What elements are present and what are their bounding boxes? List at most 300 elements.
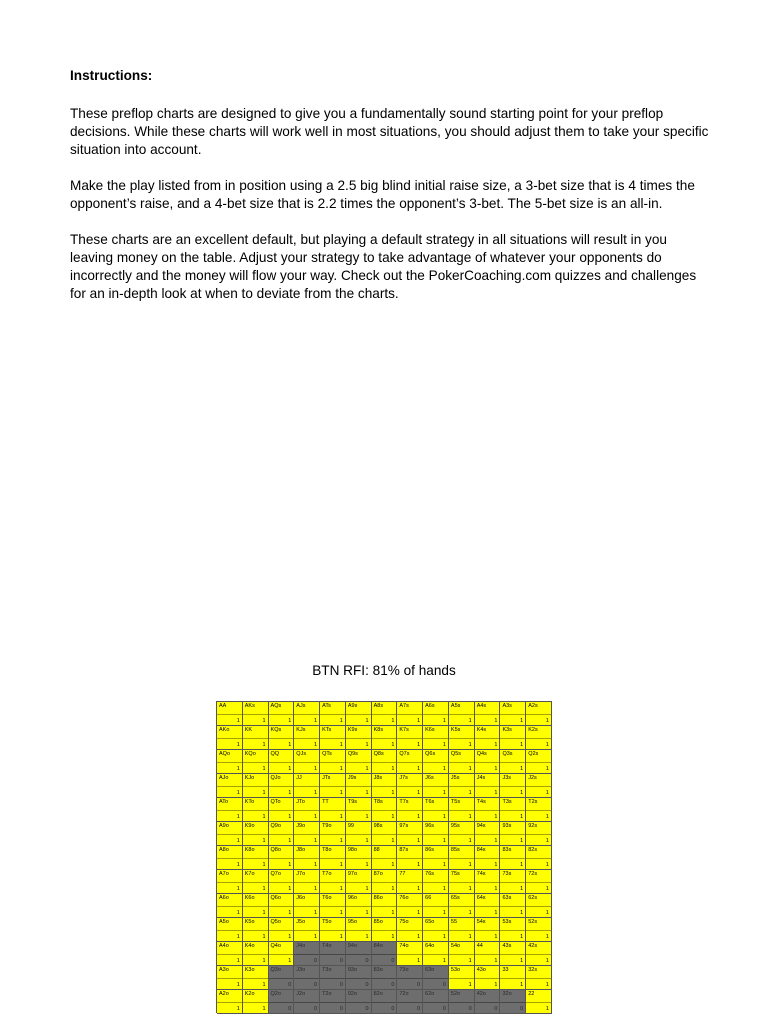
cell-divider: [372, 882, 397, 883]
hand-frequency: 1: [339, 886, 343, 892]
hand-frequency: 1: [520, 862, 524, 868]
hand-frequency: 1: [262, 790, 266, 796]
hand-cell: [294, 990, 320, 1014]
hand-frequency: 1: [339, 814, 343, 820]
cell-divider: [475, 954, 500, 955]
hand-frequency: 1: [236, 862, 240, 868]
hand-cell: [475, 846, 501, 870]
hand-label: 62s: [528, 895, 538, 901]
hand-cell: [475, 990, 501, 1014]
cell-divider: [449, 834, 474, 835]
cell-divider: [294, 978, 319, 979]
hand-cell: [475, 942, 501, 966]
cell-divider: [526, 1002, 551, 1003]
hand-cell: [475, 822, 501, 846]
hand-cell: [397, 702, 423, 726]
cell-divider: [500, 906, 525, 907]
hand-cell: [269, 750, 295, 774]
hand-label: 93o: [347, 967, 358, 973]
cell-divider: [397, 834, 422, 835]
cell-divider: [294, 954, 319, 955]
cell-divider: [269, 1002, 294, 1003]
cell-divider: [320, 930, 345, 931]
hand-label: Q6s: [425, 751, 436, 757]
cell-divider: [500, 1002, 525, 1003]
hand-label: 98o: [347, 847, 358, 853]
hand-cell: [475, 966, 501, 990]
cell-divider: [475, 978, 500, 979]
hand-cell: [397, 918, 423, 942]
cell-divider: [475, 834, 500, 835]
hand-label: 98s: [373, 823, 383, 829]
cell-divider: [397, 954, 422, 955]
hand-cell: [449, 822, 475, 846]
hand-frequency: 1: [468, 790, 472, 796]
cell-divider: [526, 978, 551, 979]
hand-label: 72s: [528, 871, 538, 877]
hand-cell: [269, 726, 295, 750]
hand-label: T8o: [322, 847, 332, 853]
cell-divider: [346, 978, 371, 979]
hand-frequency: 1: [545, 886, 549, 892]
hand-cell: [500, 990, 526, 1014]
hand-cell: [500, 774, 526, 798]
hand-frequency: 1: [288, 886, 292, 892]
cell-divider: [475, 810, 500, 811]
hand-frequency: 1: [545, 910, 549, 916]
hand-label: K8s: [373, 727, 384, 733]
hand-cell: [346, 702, 372, 726]
hand-cell: [500, 726, 526, 750]
hand-label: J4s: [476, 775, 486, 781]
hand-cell: [320, 726, 346, 750]
hand-frequency: 0: [442, 982, 446, 988]
hand-label: 83o: [373, 967, 383, 973]
hand-label: AJs: [296, 703, 306, 709]
hand-frequency: 1: [417, 934, 421, 940]
hand-label: T5s: [450, 799, 461, 805]
cell-divider: [449, 906, 474, 907]
hand-cell: [294, 918, 320, 942]
hand-label: T2s: [528, 799, 538, 805]
hand-cell: [346, 750, 372, 774]
cell-divider: [397, 978, 422, 979]
hand-cell: [475, 894, 501, 918]
hand-label: 63o: [425, 967, 435, 973]
hand-cell: [449, 726, 475, 750]
hand-label: A5s: [450, 703, 461, 709]
hand-label: 55: [450, 919, 458, 925]
hand-frequency: 1: [262, 910, 266, 916]
cell-divider: [346, 762, 371, 763]
hand-frequency: 1: [391, 790, 395, 796]
hand-label: AA: [219, 703, 227, 709]
cell-divider: [217, 930, 242, 931]
hand-label: 66: [425, 895, 432, 901]
hand-frequency: 1: [545, 1006, 549, 1012]
cell-divider: [217, 714, 242, 715]
hand-label: 73s: [502, 871, 512, 877]
hand-cell: [372, 750, 398, 774]
hand-cell: [526, 966, 552, 990]
hand-label: QQ: [270, 751, 280, 757]
hand-frequency: 1: [468, 766, 472, 772]
hand-frequency: 1: [417, 862, 421, 868]
hand-frequency: 1: [365, 718, 369, 724]
cell-divider: [243, 834, 268, 835]
hand-cell: [449, 918, 475, 942]
hand-label: J4o: [296, 943, 306, 949]
cell-divider: [423, 738, 448, 739]
hand-frequency: 1: [391, 862, 395, 868]
hand-frequency: 1: [442, 718, 446, 724]
hand-label: QJs: [296, 751, 307, 757]
cell-divider: [320, 810, 345, 811]
hand-label: 76o: [399, 895, 409, 901]
hand-label: 65o: [425, 919, 435, 925]
hand-frequency: 1: [468, 934, 472, 940]
hand-label: 43o: [476, 967, 486, 973]
hand-label: A2o: [219, 991, 229, 997]
hand-cell: [243, 870, 269, 894]
cell-divider: [526, 930, 551, 931]
hand-frequency: 1: [339, 862, 343, 868]
hand-frequency: 1: [545, 958, 549, 964]
hand-frequency: 1: [520, 910, 524, 916]
hand-label: K5o: [244, 919, 255, 925]
hand-label: 95o: [347, 919, 358, 925]
hand-cell: [500, 870, 526, 894]
hand-cell: [526, 822, 552, 846]
hand-frequency: 1: [391, 742, 395, 748]
hand-cell: [320, 774, 346, 798]
hand-cell: [449, 798, 475, 822]
hand-label: 75o: [399, 919, 409, 925]
hand-cell: [449, 870, 475, 894]
hand-label: T9s: [347, 799, 358, 805]
cell-divider: [294, 810, 319, 811]
hand-cell: [423, 846, 449, 870]
hand-frequency: 1: [314, 862, 318, 868]
hand-frequency: 1: [288, 934, 292, 940]
cell-divider: [320, 762, 345, 763]
hand-cell: [346, 726, 372, 750]
hand-label: 32o: [502, 991, 512, 997]
hand-frequency: 1: [494, 910, 498, 916]
hand-label: A5o: [219, 919, 229, 925]
cell-divider: [243, 714, 268, 715]
hand-frequency: 1: [442, 814, 446, 820]
hand-frequency: 1: [288, 766, 292, 772]
cell-divider: [526, 762, 551, 763]
hand-label: JJ: [296, 775, 302, 781]
cell-divider: [475, 714, 500, 715]
hand-label: T4s: [476, 799, 486, 805]
hand-frequency: 1: [262, 862, 266, 868]
cell-divider: [526, 786, 551, 787]
hand-frequency: 1: [545, 934, 549, 940]
instructions-paragraph-3: These charts are an excellent default, but playing a default strategy in all situations will result in you leaving money on the table. Adjust your strategy to take advantage of whatever your opponents do incorrectly and the money will flow your way. Check out the PokerCoaching.com quizzes and challenges for an in-depth look at when to deviate from the charts.: [70, 232, 697, 301]
hand-frequency: 1: [494, 982, 498, 988]
hand-cell: [243, 822, 269, 846]
hand-cell: [397, 942, 423, 966]
cell-divider: [449, 714, 474, 715]
hand-label: 85o: [373, 919, 383, 925]
hand-range-grid: [216, 701, 552, 1013]
cell-divider: [500, 714, 525, 715]
hand-frequency: 1: [391, 814, 395, 820]
hand-cell: [269, 894, 295, 918]
cell-divider: [269, 810, 294, 811]
hand-label: J8o: [296, 847, 306, 853]
hand-cell: [449, 942, 475, 966]
cell-divider: [372, 858, 397, 859]
cell-divider: [294, 714, 319, 715]
hand-frequency: 0: [288, 982, 292, 988]
cell-divider: [423, 810, 448, 811]
hand-frequency: 1: [442, 886, 446, 892]
hand-cell: [346, 846, 372, 870]
hand-frequency: 1: [442, 790, 446, 796]
hand-label: 53s: [502, 919, 512, 925]
hand-label: Q6o: [270, 895, 281, 901]
cell-divider: [269, 762, 294, 763]
cell-divider: [372, 762, 397, 763]
hand-label: 64o: [425, 943, 435, 949]
cell-divider: [346, 906, 371, 907]
hand-cell: [526, 726, 552, 750]
hand-cell: [526, 702, 552, 726]
hand-label: QJo: [270, 775, 281, 781]
hand-frequency: 1: [262, 766, 266, 772]
cell-divider: [269, 954, 294, 955]
cell-divider: [372, 810, 397, 811]
hand-label: 93s: [502, 823, 512, 829]
hand-cell: [475, 750, 501, 774]
hand-label: Q8s: [373, 751, 384, 757]
hand-frequency: 0: [468, 1006, 472, 1012]
hand-cell: [320, 798, 346, 822]
hand-frequency: 1: [236, 718, 240, 724]
cell-divider: [423, 786, 448, 787]
hand-label: JTo: [296, 799, 305, 805]
hand-frequency: 1: [494, 838, 498, 844]
hand-frequency: 0: [365, 958, 369, 964]
hand-cell: [217, 702, 243, 726]
hand-frequency: 1: [494, 886, 498, 892]
hand-label: 88: [373, 847, 380, 853]
hand-label: 77: [399, 871, 406, 877]
cell-divider: [269, 834, 294, 835]
cell-divider: [449, 954, 474, 955]
hand-frequency: 0: [339, 958, 343, 964]
hand-cell: [346, 774, 372, 798]
hand-cell: [269, 918, 295, 942]
hand-label: KK: [244, 727, 253, 733]
hand-cell: [500, 702, 526, 726]
cell-divider: [372, 834, 397, 835]
hand-cell: [526, 750, 552, 774]
cell-divider: [372, 738, 397, 739]
hand-label: KJs: [296, 727, 306, 733]
hand-frequency: 1: [468, 814, 472, 820]
hand-cell: [217, 966, 243, 990]
hand-frequency: 1: [236, 910, 240, 916]
hand-cell: [243, 990, 269, 1014]
chart-title: BTN RFI: 81% of hands: [312, 663, 456, 678]
hand-label: Q3s: [502, 751, 513, 757]
hand-cell: [217, 894, 243, 918]
hand-frequency: 1: [288, 814, 292, 820]
hand-cell: [526, 870, 552, 894]
hand-label: A9s: [347, 703, 358, 709]
hand-cell: [372, 774, 398, 798]
cell-divider: [397, 930, 422, 931]
hand-cell: [372, 822, 398, 846]
hand-cell: [217, 846, 243, 870]
hand-cell: [294, 798, 320, 822]
hand-label: 96s: [425, 823, 435, 829]
hand-label: 85s: [450, 847, 460, 853]
hand-label: T9o: [322, 823, 332, 829]
hand-label: J5s: [450, 775, 460, 781]
cell-divider: [294, 738, 319, 739]
hand-cell: [217, 990, 243, 1014]
hand-frequency: 1: [314, 814, 318, 820]
cell-divider: [243, 954, 268, 955]
cell-divider: [294, 930, 319, 931]
hand-frequency: 1: [494, 814, 498, 820]
hand-frequency: 1: [520, 982, 524, 988]
hand-cell: [423, 774, 449, 798]
hand-frequency: 1: [236, 982, 240, 988]
hand-cell: [217, 870, 243, 894]
hand-frequency: 1: [262, 814, 266, 820]
hand-frequency: 1: [288, 718, 292, 724]
hand-label: J5o: [296, 919, 306, 925]
hand-cell: [320, 894, 346, 918]
hand-frequency: 1: [391, 910, 395, 916]
hand-frequency: 0: [365, 982, 369, 988]
hand-cell: [372, 894, 398, 918]
hand-frequency: 1: [520, 790, 524, 796]
hand-cell: [346, 990, 372, 1014]
hand-frequency: 1: [417, 718, 421, 724]
hand-frequency: 1: [339, 790, 343, 796]
cell-divider: [320, 738, 345, 739]
cell-divider: [449, 1002, 474, 1003]
hand-label: 73o: [399, 967, 409, 973]
hand-label: QTo: [270, 799, 281, 805]
cell-divider: [423, 714, 448, 715]
hand-cell: [475, 702, 501, 726]
hand-label: 64s: [476, 895, 486, 901]
cell-divider: [500, 738, 525, 739]
hand-label: 83s: [502, 847, 512, 853]
hand-label: 87s: [399, 847, 409, 853]
hand-cell: [372, 918, 398, 942]
cell-divider: [320, 714, 345, 715]
cell-divider: [500, 882, 525, 883]
cell-divider: [475, 858, 500, 859]
cell-divider: [217, 786, 242, 787]
cell-divider: [397, 714, 422, 715]
hand-cell: [449, 774, 475, 798]
hand-label: TT: [322, 799, 329, 805]
hand-cell: [423, 726, 449, 750]
hand-frequency: 1: [442, 862, 446, 868]
cell-divider: [475, 786, 500, 787]
instructions-heading: Instructions:: [70, 68, 153, 83]
hand-cell: [475, 798, 501, 822]
hand-label: Q9s: [347, 751, 358, 757]
cell-divider: [217, 858, 242, 859]
hand-label: 54o: [450, 943, 461, 949]
hand-label: KTo: [244, 799, 255, 805]
hand-label: 95s: [450, 823, 460, 829]
hand-frequency: 1: [468, 862, 472, 868]
hand-cell: [217, 798, 243, 822]
hand-frequency: 1: [520, 934, 524, 940]
hand-frequency: 0: [494, 1006, 498, 1012]
hand-cell: [294, 894, 320, 918]
cell-divider: [243, 810, 268, 811]
cell-divider: [320, 834, 345, 835]
cell-divider: [423, 858, 448, 859]
hand-label: 86o: [373, 895, 383, 901]
cell-divider: [423, 954, 448, 955]
hand-label: 42o: [476, 991, 486, 997]
hand-label: A6s: [425, 703, 435, 709]
hand-frequency: 1: [365, 790, 369, 796]
hand-label: 43s: [502, 943, 512, 949]
cell-divider: [475, 1002, 500, 1003]
hand-frequency: 1: [262, 886, 266, 892]
cell-divider: [397, 1002, 422, 1003]
hand-cell: [269, 774, 295, 798]
hand-cell: [269, 822, 295, 846]
hand-frequency: 1: [314, 742, 318, 748]
cell-divider: [320, 858, 345, 859]
hand-frequency: 0: [314, 982, 318, 988]
hand-frequency: 1: [339, 838, 343, 844]
hand-cell: [217, 750, 243, 774]
hand-cell: [397, 750, 423, 774]
hand-label: KJo: [244, 775, 255, 781]
hand-label: T3s: [502, 799, 512, 805]
hand-label: A2s: [528, 703, 538, 709]
hand-frequency: 1: [288, 862, 292, 868]
hand-frequency: 1: [288, 838, 292, 844]
hand-label: T7o: [322, 871, 332, 877]
hand-cell: [397, 966, 423, 990]
hand-label: 32s: [528, 967, 538, 973]
hand-cell: [475, 918, 501, 942]
hand-label: J7o: [296, 871, 306, 877]
cell-divider: [449, 810, 474, 811]
hand-cell: [526, 798, 552, 822]
hand-label: K3s: [502, 727, 512, 733]
hand-cell: [346, 822, 372, 846]
hand-cell: [294, 870, 320, 894]
cell-divider: [449, 882, 474, 883]
hand-cell: [500, 798, 526, 822]
hand-label: A8o: [219, 847, 229, 853]
hand-label: K9o: [244, 823, 255, 829]
cell-divider: [243, 882, 268, 883]
hand-frequency: 1: [236, 886, 240, 892]
cell-divider: [346, 930, 371, 931]
